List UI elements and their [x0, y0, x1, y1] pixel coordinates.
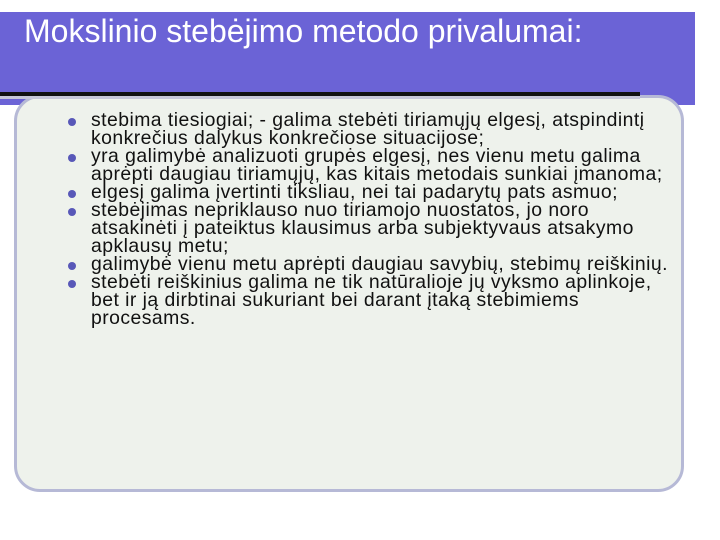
- bullet-dot-icon: [68, 208, 76, 216]
- header-line: [0, 92, 640, 96]
- bullet-text: stebėjimas nepriklauso nuo tiriamojo nuostatos, jo noro atsakinėti į pateiktus klausimus arba subjektyvaus atsakymo apklausų metu;: [91, 199, 634, 257]
- bullet-text: stebėti reiškinius galima ne tik natūralioje jų vyksmo aplinkoje, bet ir ją dirbtinai sukuriant bei darant įtaką stebimiems procesams.: [91, 271, 652, 329]
- bullet-dot-icon: [68, 154, 76, 162]
- bullet-text: galimybė vienu metu aprėpti daugiau savybių, stebimų reiškinių.: [91, 253, 668, 275]
- bullet-text: elgesį galima įvertinti tiksliau, nei tai padarytų pats asmuo;: [91, 181, 618, 203]
- bullet-text: stebima tiesiogiai; - galima stebėti tiriamųjų elgesį, atspindintį konkrečius dalykus konkrečiose situacijose;: [91, 109, 645, 149]
- bullet-dot-icon: [68, 190, 76, 198]
- bullet-dot-icon: [68, 262, 76, 270]
- bullet-item: [68, 273, 668, 327]
- bullet-item: [68, 111, 668, 147]
- bullet-item: [68, 147, 668, 183]
- slide-title: Mokslinio stebėjimo metodo privalumai:: [24, 13, 583, 49]
- bullet-dot-icon: [68, 118, 76, 126]
- bullet-list: [68, 111, 668, 327]
- header-line-shadow: [0, 96, 640, 99]
- bullet-dot-icon: [68, 280, 76, 288]
- bullet-text: yra galimybė analizuoti grupės elgesį, nes vienu metu galima aprėpti daugiau tiriamųjų, kas kitais metodais sunkiai įmanoma;: [91, 145, 663, 185]
- bullet-item: [68, 201, 668, 255]
